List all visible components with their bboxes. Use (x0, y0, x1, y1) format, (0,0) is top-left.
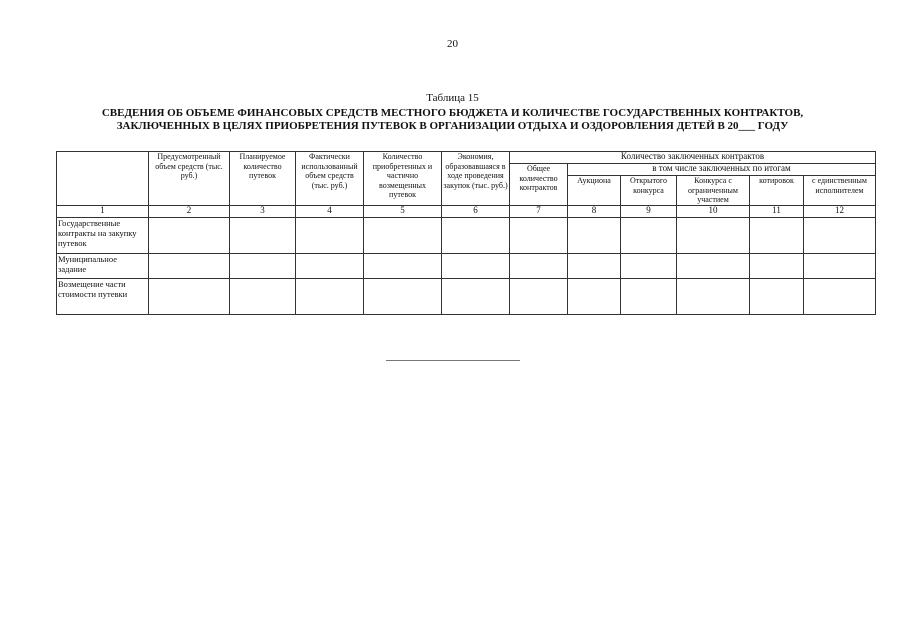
table-cell[interactable] (568, 278, 621, 314)
page-number: 20 (447, 38, 458, 50)
header-planned-vouchers: Планируемое количество путевок (230, 152, 296, 206)
table-cell[interactable] (510, 217, 568, 253)
header-purchased-vouchers: Количество приобретенных и частично возмещенных путевок (364, 152, 442, 206)
header-auction: Аукциона (568, 176, 621, 206)
column-number: 2 (149, 205, 230, 217)
row-label-state-contracts: Государственные контракты на закупку путевок (57, 217, 149, 253)
header-actual-funds: Фактически использованный объем средств (тыс. руб.) (296, 152, 364, 206)
footer-divider (386, 360, 520, 361)
table-cell[interactable] (750, 253, 804, 278)
table-cell[interactable] (750, 278, 804, 314)
table-title (40, 107, 865, 133)
header-planned-funds: Предусмотренный объем средств (тыс. руб.) (149, 152, 230, 206)
header-by-results-group: в том числе заключенных по итогам (568, 164, 876, 176)
row-label-cost-reimbursement: Возмещение части стоимости путевки (57, 278, 149, 314)
table-cell[interactable] (568, 253, 621, 278)
table-cell[interactable] (149, 278, 230, 314)
table-cell[interactable] (568, 217, 621, 253)
table-cell[interactable] (442, 253, 510, 278)
column-number: 11 (750, 205, 804, 217)
header-savings: Экономия, образовавшаяся в ходе проведения закупок (тыс. руб.) (442, 152, 510, 206)
table-cell[interactable] (364, 253, 442, 278)
header-quotations: котировок (750, 176, 804, 206)
table-title-line-2: ЗАКЛЮЧЕННЫХ В ЦЕЛЯХ ПРИОБРЕТЕНИЯ ПУТЕВОК В ОРГАНИЗАЦИИ ОТДЫХА И ОЗДОРОВЛЕНИЯ ДЕТЕЙ В 20___ ГОДУ (116, 120, 789, 132)
table-cell[interactable] (621, 217, 677, 253)
column-number: 4 (296, 205, 364, 217)
table-cell[interactable] (230, 253, 296, 278)
column-number: 6 (442, 205, 510, 217)
table-cell[interactable] (677, 278, 750, 314)
column-number: 7 (510, 205, 568, 217)
column-number: 9 (621, 205, 677, 217)
column-number-row (57, 205, 876, 217)
table-cell[interactable] (804, 278, 876, 314)
row-label-municipal-task: Муниципальное задание (57, 253, 149, 278)
table-title-line-1: СВЕДЕНИЯ ОБ ОБЪЕМЕ ФИНАНСОВЫХ СРЕДСТВ МЕСТНОГО БЮДЖЕТА И КОЛИЧЕСТВЕ ГОСУДАРСТВЕННЫХ КОНТРАКТОВ, (101, 107, 804, 119)
table-cell[interactable] (364, 278, 442, 314)
table-cell[interactable] (230, 278, 296, 314)
table-cell[interactable] (296, 217, 364, 253)
table-cell[interactable] (677, 253, 750, 278)
table-row (57, 278, 876, 314)
header-total-contracts: Общее количество контрактов (510, 164, 568, 206)
table-cell[interactable] (621, 278, 677, 314)
column-number: 12 (804, 205, 876, 217)
header-single-supplier: с единственным исполнителем (804, 176, 876, 206)
header-contracts-group: Количество заключенных контрактов (510, 152, 876, 164)
column-number: 5 (364, 205, 442, 217)
budget-contracts-table (56, 151, 876, 315)
table-cell[interactable] (677, 217, 750, 253)
table-cell[interactable] (750, 217, 804, 253)
table-cell[interactable] (296, 278, 364, 314)
table-cell[interactable] (510, 253, 568, 278)
table-row (57, 253, 876, 278)
table-cell[interactable] (364, 217, 442, 253)
header-limited-tender: Конкурса с ограниченным участием (677, 176, 750, 206)
column-number: 10 (677, 205, 750, 217)
header-open-tender: Открытого конкурса (621, 176, 677, 206)
table-cell[interactable] (804, 253, 876, 278)
header-row-label-empty (57, 152, 149, 206)
table-cell[interactable] (149, 253, 230, 278)
column-number: 8 (568, 205, 621, 217)
table-cell[interactable] (442, 278, 510, 314)
column-number: 1 (57, 205, 149, 217)
column-number: 3 (230, 205, 296, 217)
table-row (57, 217, 876, 253)
table-cell[interactable] (149, 217, 230, 253)
table-cell[interactable] (230, 217, 296, 253)
table-label: Таблица 15 (426, 92, 479, 104)
table-cell[interactable] (621, 253, 677, 278)
table-cell[interactable] (442, 217, 510, 253)
table-cell[interactable] (510, 278, 568, 314)
table-cell[interactable] (804, 217, 876, 253)
table-cell[interactable] (296, 253, 364, 278)
